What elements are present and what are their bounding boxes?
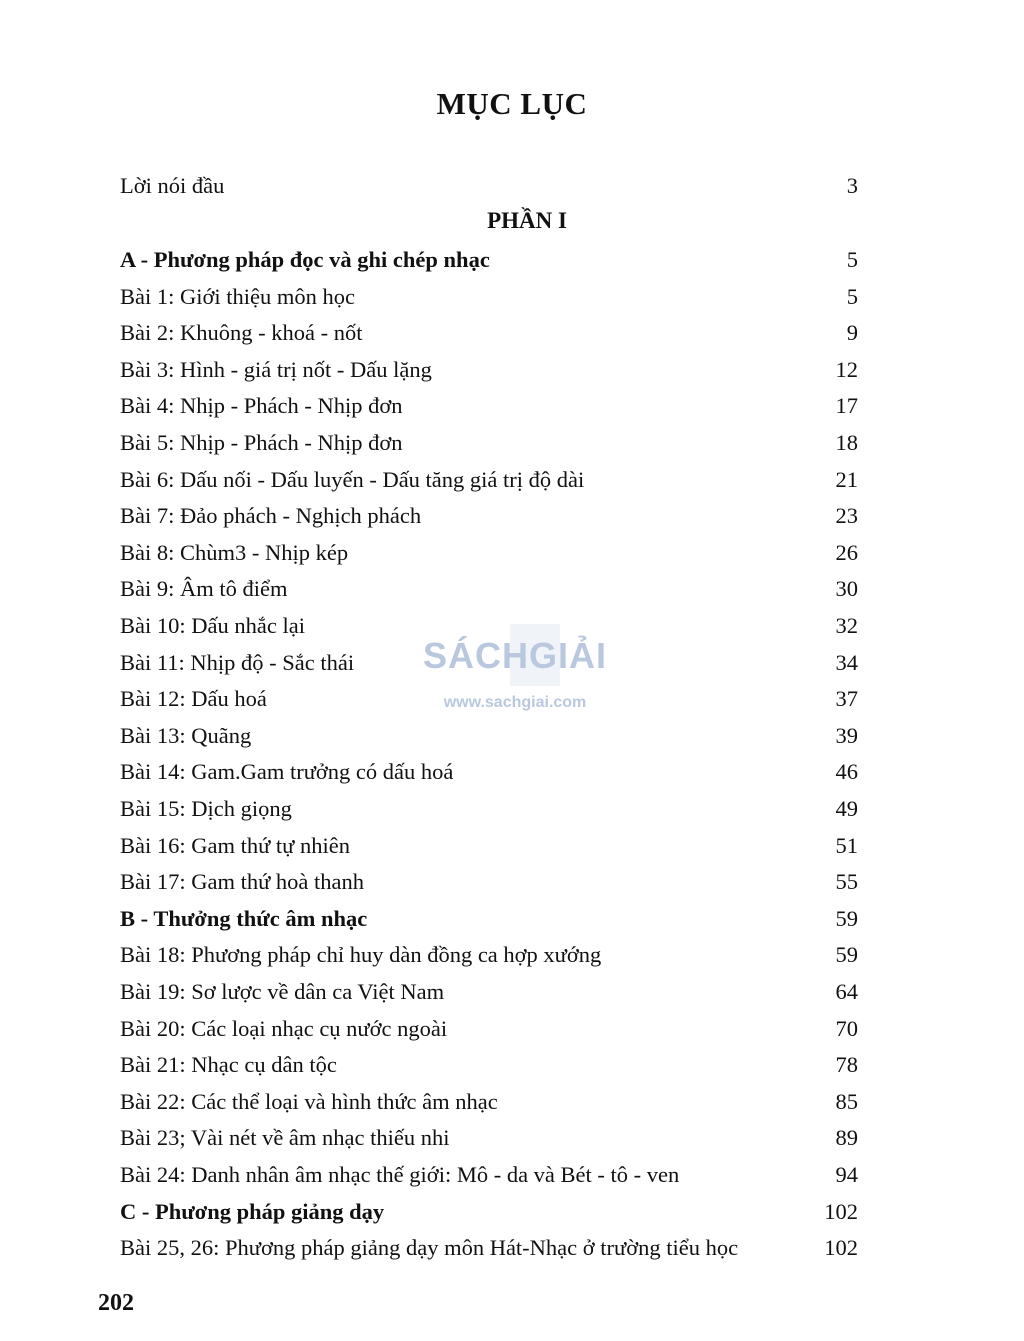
toc-entry	[120, 463, 868, 497]
toc-entry-label: Bài 4: Nhịp - Phách - Nhịp đơn	[120, 393, 403, 418]
toc-entry	[120, 975, 868, 1009]
toc-entry-label: Bài 5: Nhịp - Phách - Nhịp đơn	[120, 430, 403, 455]
toc-entry-page: 55	[835, 869, 858, 894]
toc-entry	[120, 1158, 868, 1192]
toc-entry-page: 37	[835, 686, 858, 711]
toc-entry-label: Bài 7: Đảo phách - Nghịch phách	[120, 503, 422, 528]
toc-entry	[120, 316, 868, 350]
toc-entry-page: 70	[835, 1016, 858, 1041]
toc-entry	[120, 1121, 868, 1155]
toc-entry	[120, 1231, 868, 1265]
toc-entry-label: Bài 14: Gam.Gam trưởng có dấu hoá	[120, 759, 454, 784]
toc-entry	[120, 792, 868, 826]
toc-entry-label: Bài 24: Danh nhân âm nhạc thế giới: Mô - da và Bét - tô - ven	[120, 1162, 680, 1187]
toc-entry-label: Bài 2: Khuông - khoá - nốt	[120, 320, 363, 345]
toc-entry	[120, 719, 868, 753]
toc-entry-page: 102	[824, 1235, 858, 1260]
toc-entry-label: Bài 13: Quãng	[120, 723, 252, 748]
toc-entry-page: 46	[835, 759, 858, 784]
toc-section-heading	[120, 1195, 868, 1229]
toc-entry-page: 89	[835, 1125, 858, 1150]
toc-entry-page: 51	[835, 833, 858, 858]
toc-entry-label: Bài 21: Nhạc cụ dân tộc	[120, 1052, 337, 1077]
page-title: MỤC LỤC	[436, 86, 588, 121]
toc-entry-page: 85	[835, 1089, 858, 1114]
watermark-url: www.sachgiai.com	[443, 694, 587, 711]
toc-entry-page: 94	[835, 1162, 858, 1187]
toc-section-heading	[120, 243, 868, 277]
toc-entry-page: 17	[835, 393, 858, 418]
toc-entry-page: 21	[835, 467, 858, 492]
toc-entry	[120, 1048, 868, 1082]
toc-entry-label: Bài 3: Hình - giá trị nốt - Dấu lặng	[120, 357, 432, 382]
toc-entry-label: A - Phương pháp đọc và ghi chép nhạc	[120, 247, 490, 272]
toc-entry-page: 26	[835, 540, 858, 565]
toc-entry	[120, 389, 868, 423]
toc-entry-page: 5	[846, 284, 858, 309]
toc-entry-page: 18	[835, 430, 858, 455]
toc-entry-page: 9	[846, 320, 858, 345]
toc-entry	[120, 755, 868, 789]
toc-entry-preface	[120, 169, 868, 203]
toc-entry-page: 59	[835, 942, 858, 967]
toc-entry-label: B - Thưởng thức âm nhạc	[120, 906, 368, 931]
toc-entry-page: 23	[835, 503, 858, 528]
toc-entry	[120, 865, 868, 899]
toc-entry-page: 64	[835, 979, 858, 1004]
toc-entry	[120, 938, 868, 972]
part-heading: PHẦN I	[487, 208, 567, 233]
toc-entry-label: Bài 9: Âm tô điểm	[120, 576, 288, 601]
toc-entry-label: C - Phương pháp giảng dạy	[120, 1199, 385, 1224]
toc-entry-label: Bài 16: Gam thứ tự nhiên	[120, 833, 350, 858]
toc-entry	[120, 1085, 868, 1119]
toc-entry-page: 5	[846, 247, 858, 272]
toc-entry	[120, 499, 868, 533]
toc-entry	[120, 829, 868, 863]
toc-entry-page: 30	[835, 576, 858, 601]
toc-entry-page: 78	[835, 1052, 858, 1077]
toc-entry	[120, 572, 868, 606]
toc-entry	[120, 426, 868, 460]
toc-entry-label: Bài 19: Sơ lược về dân ca Việt Nam	[120, 979, 445, 1004]
toc-entry	[120, 1012, 868, 1046]
toc-entry-page: 102	[824, 1199, 858, 1224]
toc-entry-label: Bài 1: Giới thiệu môn học	[120, 284, 355, 309]
toc-entry-page: 32	[835, 613, 858, 638]
toc-section-heading	[120, 902, 868, 936]
watermark	[410, 624, 620, 724]
toc-entry-label: Bài 17: Gam thứ hoà thanh	[120, 869, 365, 894]
toc-entry	[120, 280, 868, 314]
toc-entry-label: Lời nói đầu	[120, 173, 225, 198]
toc-entry-label: Bài 12: Dấu hoá	[120, 686, 267, 711]
toc-entry-label: Bài 18: Phương pháp chỉ huy dàn đồng ca hợp xướng	[120, 942, 602, 967]
toc-entry-page: 12	[835, 357, 858, 382]
toc-entry-label: Bài 25, 26: Phương pháp giảng dạy môn Hát-Nhạc ở trường tiểu học	[120, 1235, 739, 1260]
toc-entry-page: 59	[835, 906, 858, 931]
toc-entry-label: Bài 10: Dấu nhắc lại	[120, 613, 305, 638]
toc-entry-label: Bài 8: Chùm3 - Nhịp kép	[120, 540, 349, 565]
toc-entry-label: Bài 22: Các thể loại và hình thức âm nhạc	[120, 1089, 498, 1114]
toc-entry-page: 39	[835, 723, 858, 748]
toc-entry-label: Bài 15: Dịch giọng	[120, 796, 292, 821]
toc-entry-label: Bài 6: Dấu nối - Dấu luyến - Dấu tăng giá trị độ dài	[120, 467, 585, 492]
toc-entry-label: Bài 23; Vài nét về âm nhạc thiếu nhi	[120, 1125, 450, 1150]
toc-entry	[120, 353, 868, 387]
toc-entry-page: 49	[835, 796, 858, 821]
toc-entry	[120, 536, 868, 570]
toc-entry-page: 3	[846, 173, 858, 198]
footer-page-number: 202	[98, 1290, 134, 1316]
toc-entry-page: 34	[835, 650, 858, 675]
watermark-brand: SÁCHGIẢI	[422, 635, 607, 676]
toc-entry-label: Bài 20: Các loại nhạc cụ nước ngoài	[120, 1016, 448, 1041]
toc-entry-label: Bài 11: Nhịp độ - Sắc thái	[120, 650, 355, 675]
